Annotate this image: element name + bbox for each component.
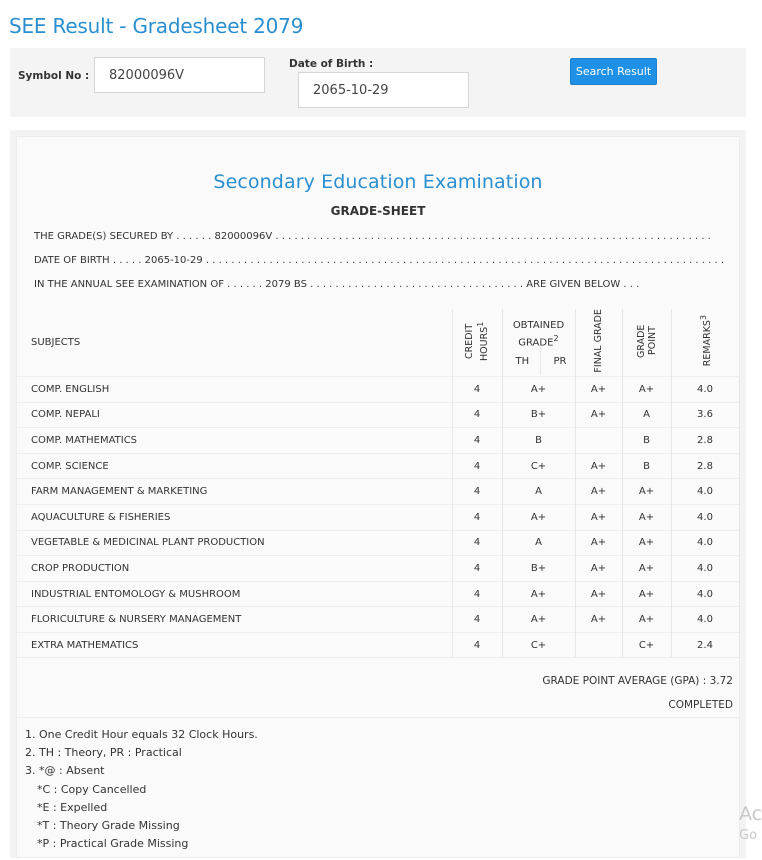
- pr-grade-cell: A+: [575, 530, 622, 556]
- grade-point-cell: 2.8: [671, 428, 739, 454]
- final-grade-cell: A+: [622, 607, 671, 633]
- subject-cell: EXTRA MATHEMATICS: [17, 632, 452, 658]
- th-grade-cell: B+: [502, 402, 575, 428]
- page-title: SEE Result - Gradesheet 2079: [9, 14, 304, 38]
- final-grade-cell: B: [622, 428, 671, 454]
- subject-cell: COMP. ENGLISH: [17, 377, 452, 403]
- grade-point-cell: 2.8: [671, 453, 739, 479]
- activation-watermark: Ac: [739, 803, 762, 825]
- symbol-no-label: Symbol No :: [18, 70, 90, 82]
- table-row: [17, 479, 739, 505]
- subject-cell: COMP. MATHEMATICS: [17, 428, 452, 454]
- th-grade-cell: A+: [502, 504, 575, 530]
- note-item: 3. *@ : Absent: [25, 764, 105, 777]
- summary-section: [17, 657, 739, 718]
- note-item: *C : Copy Cancelled: [37, 783, 147, 796]
- search-result-button[interactable]: Search Result: [570, 58, 657, 85]
- final-grade-cell: A+: [622, 530, 671, 556]
- table-row: [17, 504, 739, 530]
- subject-cell: INDUSTRIAL ENTOMOLOGY & MUSHROOM: [17, 581, 452, 607]
- pr-grade-cell: A+: [575, 581, 622, 607]
- note-item: *T : Theory Grade Missing: [37, 819, 180, 832]
- exam-line: IN THE ANNUAL SEE EXAMINATION OF . . . . . . 2079 BS . . . . . . . . . . . . . . . . . . . . . . . . . . . . . . . . . . ARE GIVEN BELOW . . .: [34, 279, 640, 290]
- credit-cell: 4: [452, 428, 502, 454]
- gpa-value: GRADE POINT AVERAGE (GPA) : 3.72: [542, 675, 733, 687]
- table-row: [17, 402, 739, 428]
- pr-grade-cell: A+: [575, 402, 622, 428]
- final-grade-cell: C+: [622, 632, 671, 658]
- subject-cell: FLORICULTURE & NURSERY MANAGEMENT: [17, 607, 452, 633]
- subject-cell: COMP. SCIENCE: [17, 453, 452, 479]
- dob-line: DATE OF BIRTH . . . . . 2065-10-29 . . . . . . . . . . . . . . . . . . . . . . . . . . . . . . . . . . . . . . . . . . . . . . . . . . . . . . . . . . . . . . . . . . . . . . . . . . . . . . . . . .: [34, 255, 725, 266]
- pr-subheader: PR: [553, 355, 567, 367]
- th-grade-cell: A+: [502, 607, 575, 633]
- table-row: [17, 530, 739, 556]
- exam-title: Secondary Education Examination: [213, 171, 543, 193]
- secured-by-line: THE GRADE(S) SECURED BY . . . . . . 82000096V . . . . . . . . . . . . . . . . . . . . . . . . . . . . . . . . . . . . . . . . . . . . . . . . . . . . . . . . . . . . . . . . . . . . .: [34, 231, 711, 242]
- credit-cell: 4: [452, 556, 502, 582]
- credit-cell: 4: [452, 530, 502, 556]
- grade-point-cell: 4.0: [671, 377, 739, 403]
- final-grade-cell: A+: [622, 377, 671, 403]
- th-grade-cell: C+: [502, 453, 575, 479]
- table-row: [17, 377, 739, 403]
- final-grade-cell: A: [622, 402, 671, 428]
- table-row: [17, 581, 739, 607]
- credit-cell: 4: [452, 479, 502, 505]
- grade-sheet-title: GRADE-SHEET: [330, 204, 426, 218]
- credit-cell: 4: [452, 607, 502, 633]
- table-row: [17, 632, 739, 658]
- note-item: 2. TH : Theory, PR : Practical: [25, 746, 182, 759]
- th-grade-cell: A+: [502, 581, 575, 607]
- subject-cell: COMP. NEPALI: [17, 402, 452, 428]
- th-grade-cell: C+: [502, 632, 575, 658]
- pr-grade-cell: [575, 428, 622, 454]
- th-grade-cell: A: [502, 479, 575, 505]
- subject-cell: CROP PRODUCTION: [17, 556, 452, 582]
- grade-point-cell: 4.0: [671, 479, 739, 505]
- gradesheet-panel: [10, 130, 746, 858]
- table-row: [17, 428, 739, 454]
- grade-point-cell: 2.4: [671, 632, 739, 658]
- table-row: [17, 556, 739, 582]
- table-header-row: [17, 309, 739, 377]
- pr-grade-cell: A+: [575, 453, 622, 479]
- note-item: 1. One Credit Hour equals 32 Clock Hours.: [25, 728, 258, 741]
- symbol-no-input[interactable]: [94, 57, 265, 93]
- th-grade-cell: A+: [502, 377, 575, 403]
- final-grade-cell: A+: [622, 581, 671, 607]
- grade-point-cell: 4.0: [671, 504, 739, 530]
- grade-point-cell: 4.0: [671, 556, 739, 582]
- pr-grade-cell: A+: [575, 504, 622, 530]
- credit-cell: 4: [452, 504, 502, 530]
- footnotes: [17, 717, 739, 860]
- grade-point-cell: 3.6: [671, 402, 739, 428]
- pr-grade-cell: [575, 632, 622, 658]
- subject-cell: VEGETABLE & MEDICINAL PLANT PRODUCTION: [17, 530, 452, 556]
- credit-cell: 4: [452, 377, 502, 403]
- pr-grade-cell: A+: [575, 377, 622, 403]
- credit-cell: 4: [452, 632, 502, 658]
- final-grade-cell: B: [622, 453, 671, 479]
- th-grade-cell: B: [502, 428, 575, 454]
- table-row: [17, 453, 739, 479]
- note-item: *E : Expelled: [37, 801, 108, 814]
- subjects-header: SUBJECTS: [31, 337, 81, 348]
- note-item: *P : Practical Grade Missing: [37, 837, 189, 850]
- table-row: [17, 607, 739, 633]
- search-panel: [10, 48, 746, 117]
- grades-table: [17, 309, 739, 658]
- credit-hours-header: CREDIT HOURS$^1$: [452, 309, 502, 377]
- final-grade-cell: A+: [622, 479, 671, 505]
- remarks-header: REMARKS$^3$: [671, 309, 739, 377]
- obtained-grade-header: OBTAINED GRADE$^2$ TH PR: [502, 309, 575, 377]
- th-grade-cell: B+: [502, 556, 575, 582]
- subject-cell: FARM MANAGEMENT & MARKETING: [17, 479, 452, 505]
- gradesheet-card: [16, 136, 740, 858]
- dob-input[interactable]: [298, 72, 469, 108]
- subject-cell: AQUACULTURE & FISHERIES: [17, 504, 452, 530]
- pr-grade-cell: A+: [575, 607, 622, 633]
- dob-label: Date of Birth :: [289, 58, 374, 70]
- grade-point-cell: 4.0: [671, 530, 739, 556]
- th-subheader: TH: [515, 355, 530, 367]
- grade-point-header: GRADE POINT: [622, 309, 671, 377]
- final-grade-cell: A+: [622, 556, 671, 582]
- credit-cell: 4: [452, 402, 502, 428]
- pr-grade-cell: A+: [575, 556, 622, 582]
- credit-cell: 4: [452, 453, 502, 479]
- pr-grade-cell: A+: [575, 479, 622, 505]
- th-grade-cell: A: [502, 530, 575, 556]
- result-status: COMPLETED: [668, 699, 733, 711]
- activation-watermark-sub: Go: [739, 828, 758, 843]
- credit-cell: 4: [452, 581, 502, 607]
- grade-point-cell: 4.0: [671, 581, 739, 607]
- final-grade-cell: A+: [622, 504, 671, 530]
- final-grade-header: FINAL GRADE: [575, 309, 622, 377]
- grade-point-cell: 4.0: [671, 607, 739, 633]
